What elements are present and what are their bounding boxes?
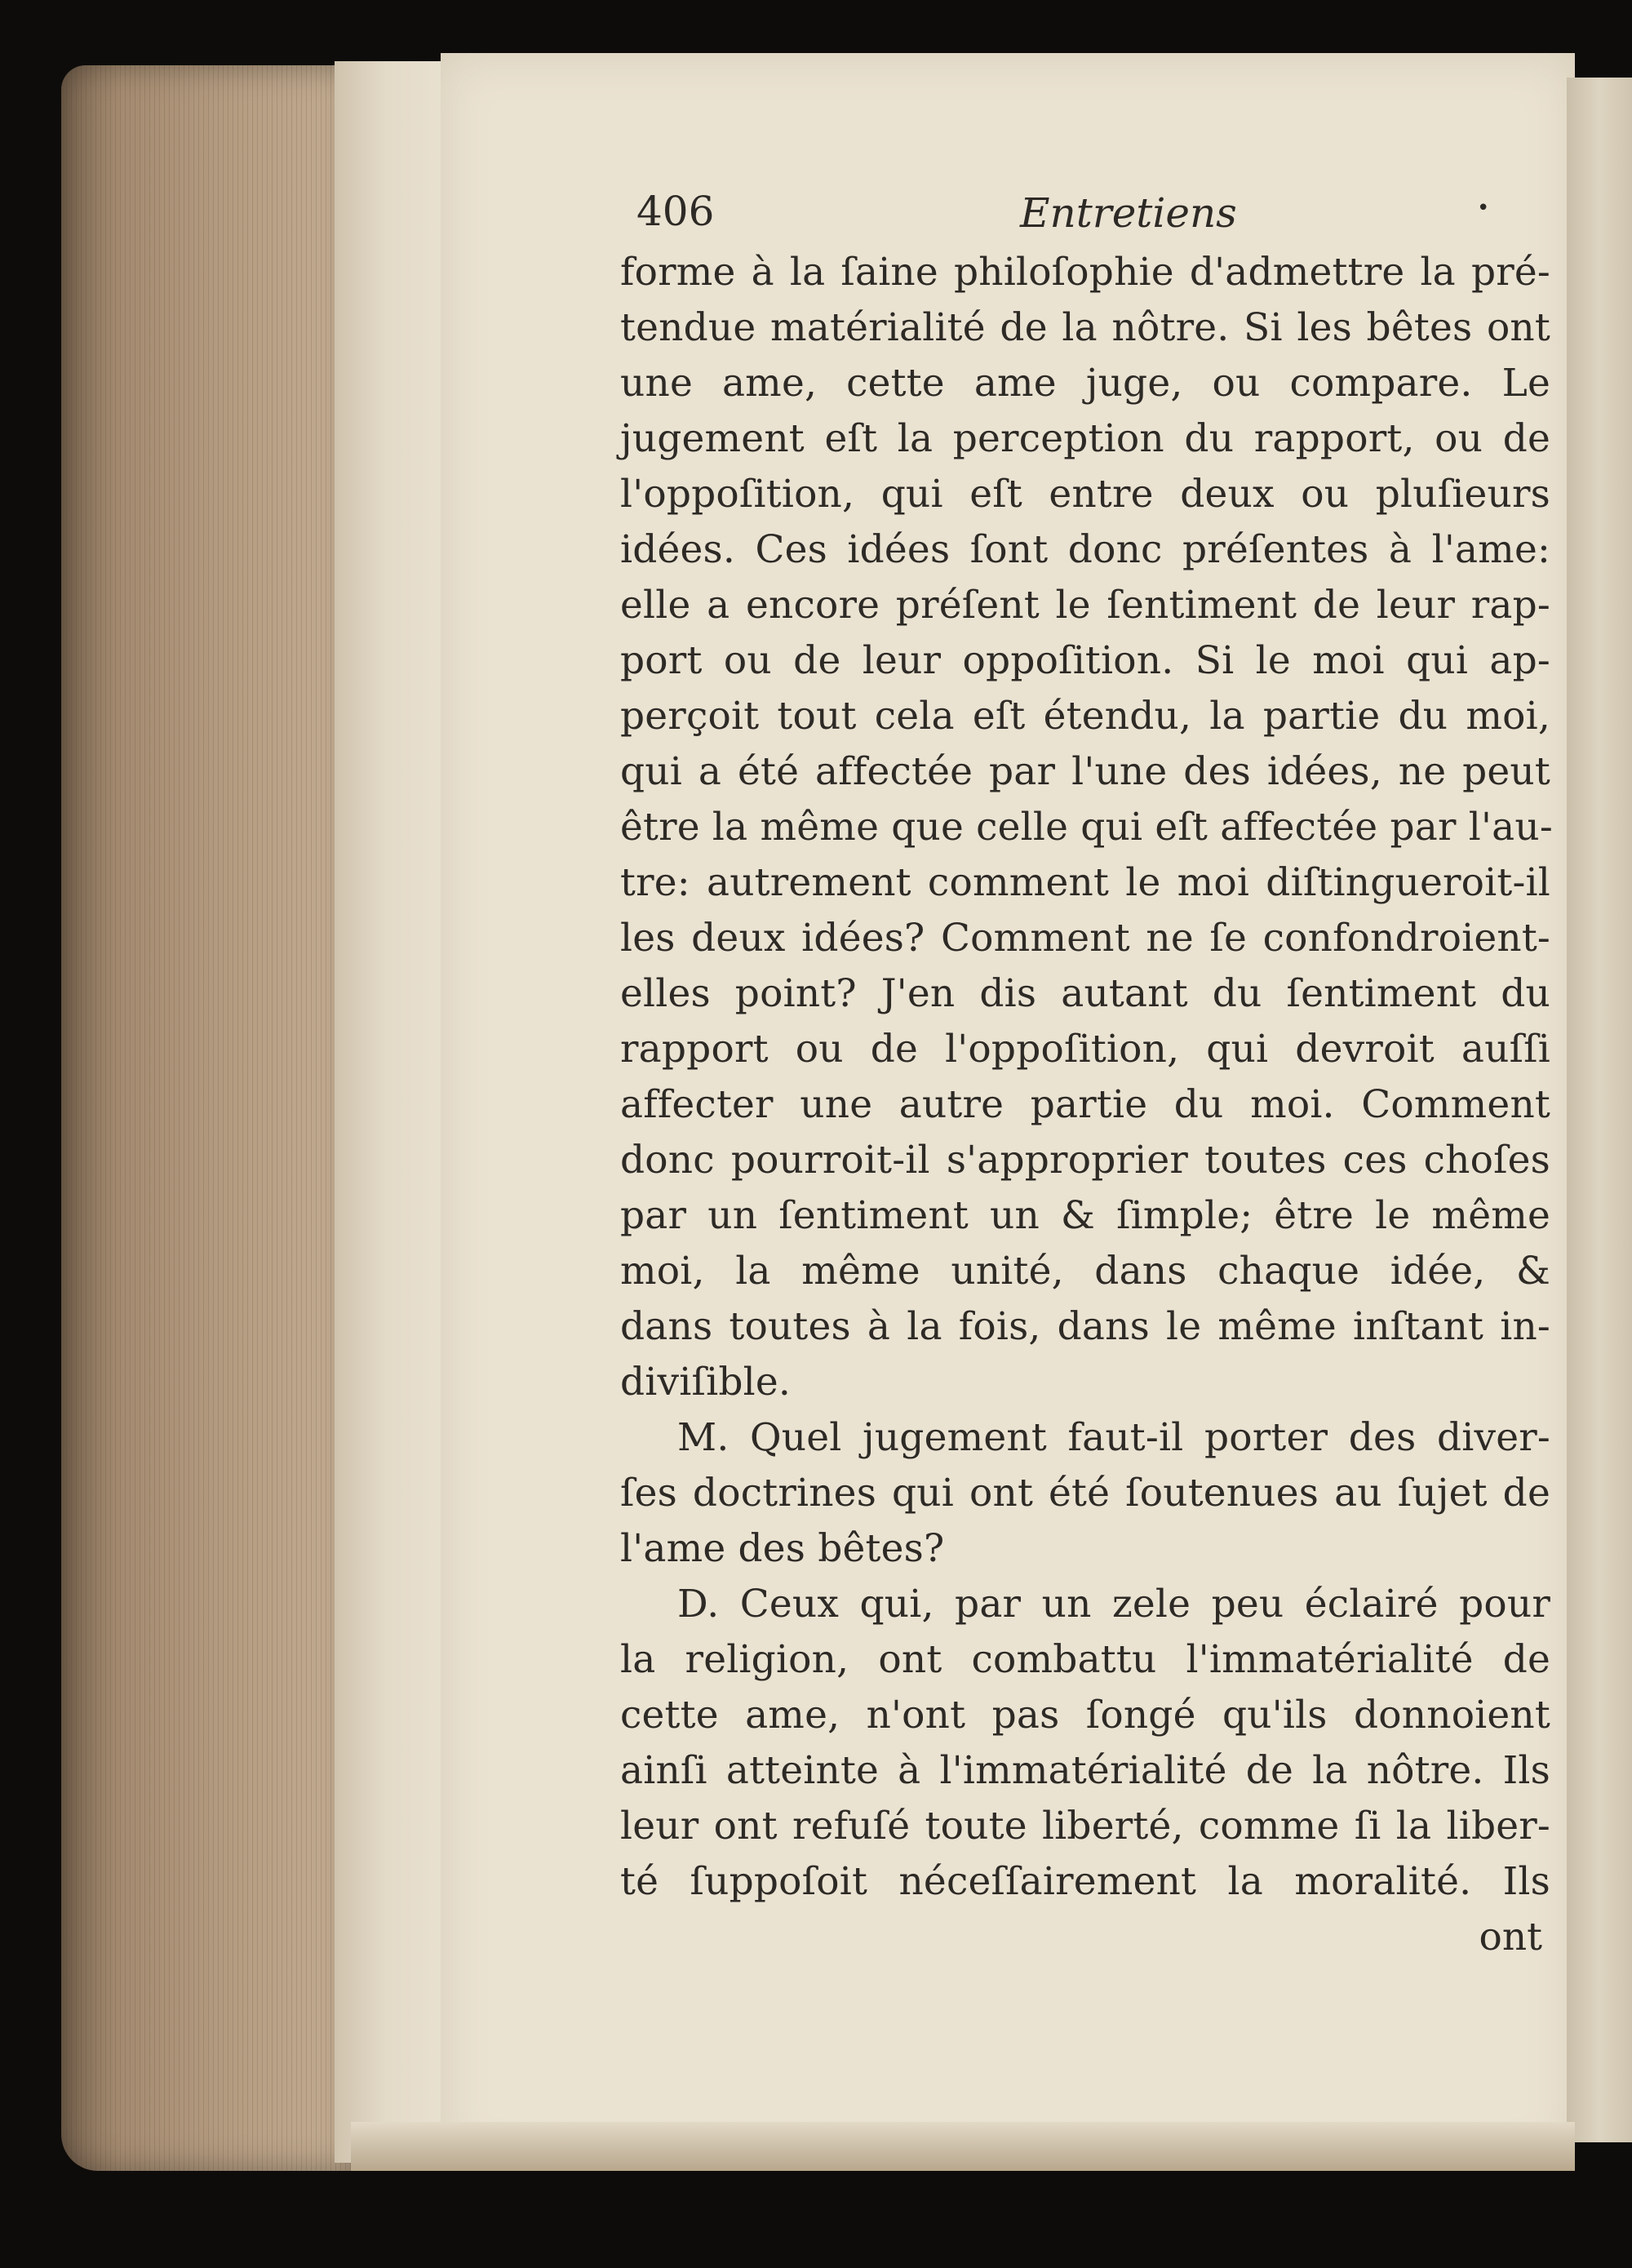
text-line: l'oppoſition, qui eſt entre deux ou pluſieurs	[620, 472, 1550, 517]
text-line: perçoit tout cela eſt étendu, la partie du moi,	[620, 694, 1550, 739]
page-text	[620, 171, 1553, 1965]
text-line: diviſible.	[620, 1360, 792, 1405]
text-line: elles point? J'en dis autant du ſentiment du	[620, 971, 1550, 1016]
text-line: M. Quel jugement faut-il porter des diver-	[677, 1415, 1550, 1460]
text-line: qui a été affectée par l'une des idées, ne peut	[620, 749, 1550, 794]
text-line: port ou de leur oppoſition. Si le moi qui ap-	[620, 638, 1550, 683]
text-line: dans toutes à la fois, dans le même inſtant in-	[620, 1304, 1550, 1349]
text-line: ainſi atteinte à l'immatérialité de la nôtre. Ils	[620, 1748, 1550, 1793]
book-page-edges	[61, 65, 355, 2171]
text-line: affecter une autre partie du moi. Comment	[620, 1082, 1550, 1127]
text-line: cette ame, n'ont pas ſongé qu'ils donnoient	[620, 1693, 1550, 1738]
text-line: forme à la ſaine philoſophie d'admettre la pré-	[620, 250, 1550, 295]
text-line: donc pourroit-il s'approprier toutes ces choſes	[620, 1138, 1550, 1183]
page-bottom-edge	[351, 2122, 1575, 2171]
paragraph-d	[620, 1577, 1550, 1910]
paragraph-continued	[620, 245, 1553, 1410]
text-line: l'ame des bêtes?	[620, 1526, 945, 1571]
text-line: la religion, ont combattu l'immatérialité de	[620, 1637, 1550, 1682]
page-number: 406	[636, 188, 715, 235]
text-line: une ame, cette ame juge, ou compare. Le	[620, 361, 1550, 406]
text-line: ſes doctrines qui ont été ſoutenues au ſujet de	[620, 1471, 1550, 1516]
catchword: ont	[1479, 1915, 1542, 1960]
text-line: rapport ou de l'oppoſition, qui devroit auſſi	[620, 1027, 1550, 1072]
facing-page-edge	[1567, 78, 1632, 2142]
running-title: Entretiens	[1020, 189, 1237, 237]
text-line: idées. Ces idées ſont donc préſentes à l'ame:	[620, 527, 1550, 572]
text-line: jugement eſt la perception du rapport, ou de	[620, 416, 1550, 461]
ornament-mark: •	[1477, 196, 1490, 220]
text-line: D. Ceux qui, par un zele peu éclairé pour	[677, 1582, 1550, 1627]
text-line: leur ont refuſé toute liberté, comme ſi la liber-	[620, 1804, 1550, 1849]
text-line: té ſuppoſoit néceſſairement la moralité. Ils	[620, 1859, 1550, 1904]
text-line: les deux idées? Comment ne ſe confondroient-	[620, 916, 1550, 961]
text-line: moi, la même unité, dans chaque idée, &	[620, 1249, 1550, 1294]
text-line: par un ſentiment un & ſimple; être le même	[620, 1193, 1550, 1238]
running-head	[620, 171, 1550, 245]
text-line: être la même que celle qui eſt affectée par l'au-	[620, 805, 1553, 850]
text-line: tre: autrement comment le moi diſtingueroit-il	[620, 860, 1550, 905]
text-line: tendue matérialité de la nôtre. Si les bêtes ont	[620, 305, 1550, 350]
paragraph-m	[620, 1410, 1550, 1577]
text-line: elle a encore préſent le ſentiment de leur rap-	[620, 583, 1550, 628]
